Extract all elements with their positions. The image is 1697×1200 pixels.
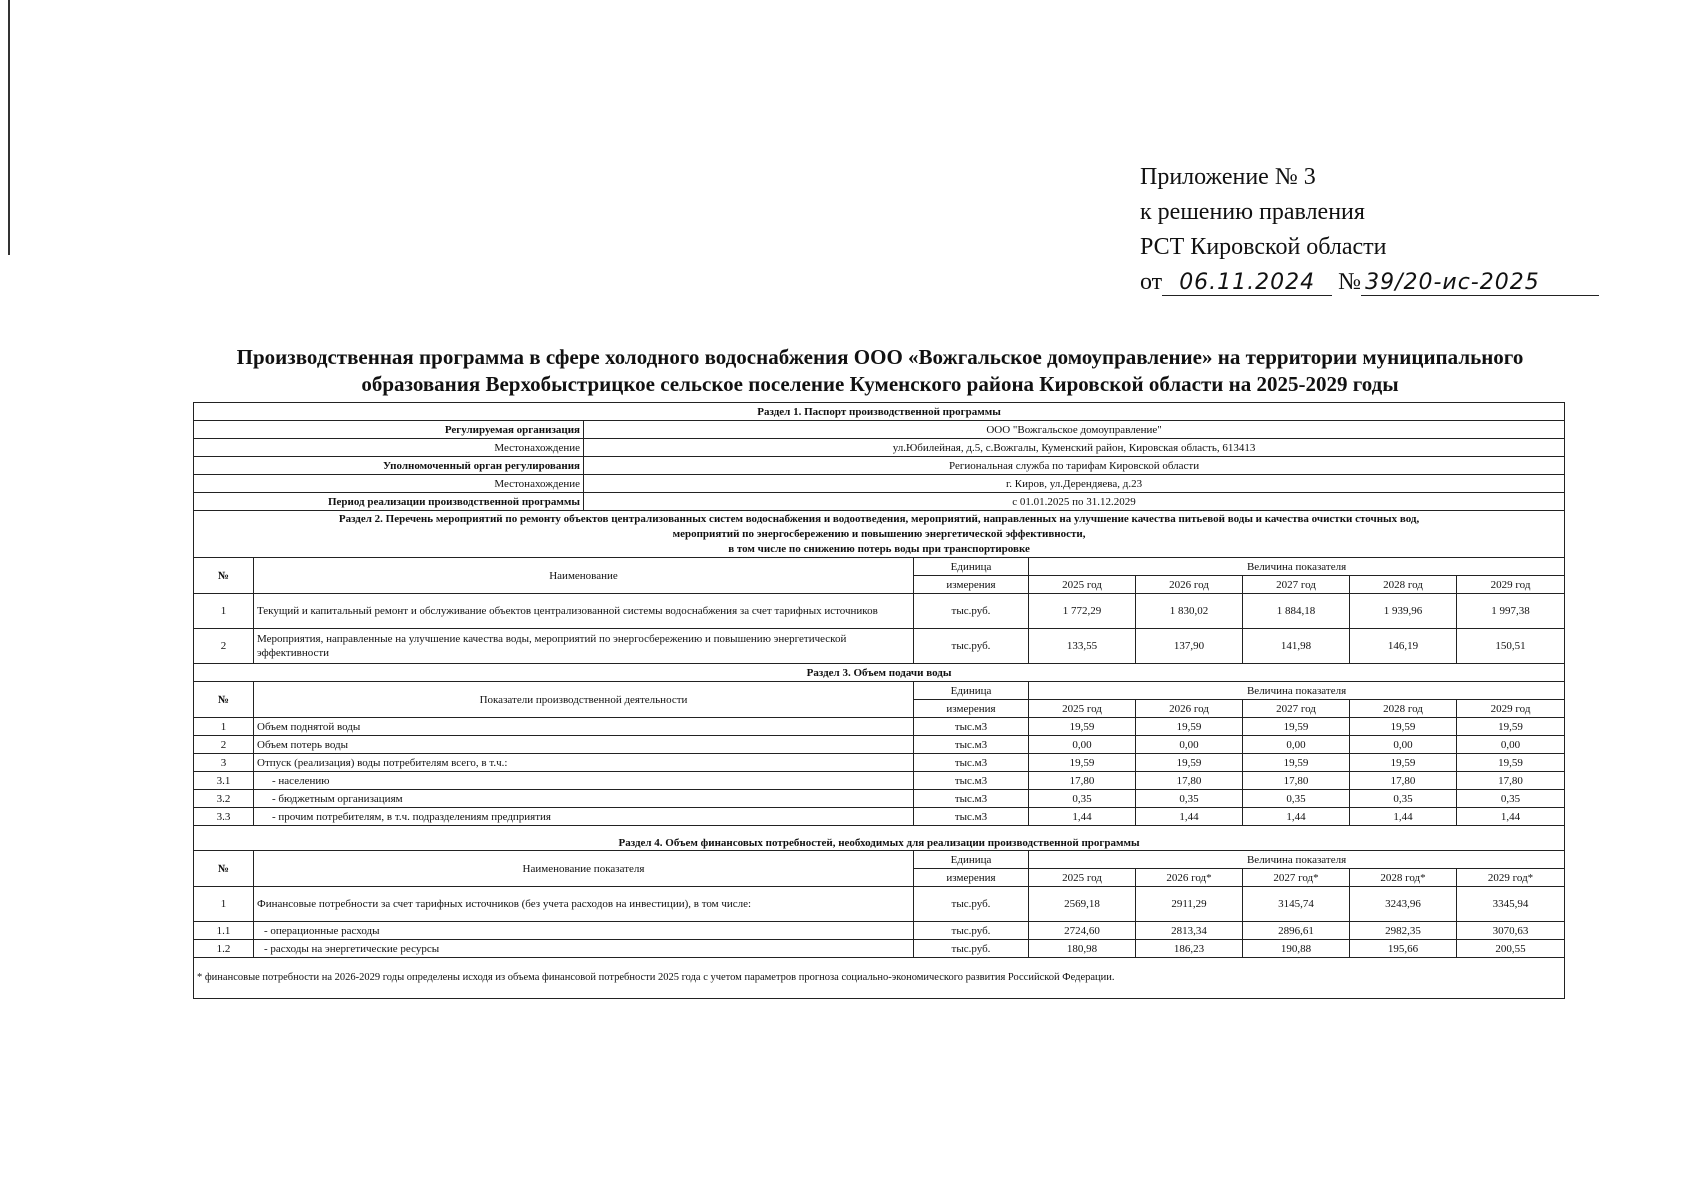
row-value: 1,44	[1457, 808, 1565, 826]
row-name: Текущий и капитальный ремонт и обслуживание объектов централизованной системы водоснабжения за счет тарифных источников	[254, 594, 914, 629]
row-value: 1,44	[1350, 808, 1457, 826]
row-value: 3070,63	[1457, 922, 1565, 940]
row-name: - бюджетным организациям	[254, 790, 914, 808]
row-name: Мероприятия, направленные на улучшение качества воды, мероприятий по энергосбережению и повышению энергетической эффективности	[254, 629, 914, 664]
passport-value: ООО "Вожгальское домоуправление"	[584, 421, 1565, 439]
row-value: 19,59	[1136, 754, 1243, 772]
row-value: 19,59	[1029, 754, 1136, 772]
row-value: 137,90	[1136, 629, 1243, 664]
row-value: 0,00	[1350, 736, 1457, 754]
row-value: 2569,18	[1029, 887, 1136, 922]
row-unit: тыс.м3	[914, 718, 1029, 736]
section-2-title	[194, 511, 1565, 558]
row-value: 0,00	[1457, 736, 1565, 754]
section-2-title-row	[194, 511, 1565, 558]
year-header: 2027 год	[1243, 576, 1350, 594]
column-header-value: Величина показателя	[1029, 682, 1565, 700]
column-header-unit: Единица	[914, 682, 1029, 700]
passport-row	[194, 493, 1565, 511]
column-header-number: №	[194, 558, 254, 594]
row-unit: тыс.руб.	[914, 629, 1029, 664]
row-value: 19,59	[1457, 754, 1565, 772]
section-2-title-line-3: в том числе по снижению потерь воды при транспортировке	[728, 542, 1030, 555]
row-value: 19,59	[1350, 718, 1457, 736]
section-2-header-row	[194, 558, 1565, 576]
row-value: 1,44	[1243, 808, 1350, 826]
row-value: 1 772,29	[1029, 594, 1136, 629]
row-value: 19,59	[1243, 754, 1350, 772]
row-value: 195,66	[1350, 940, 1457, 958]
passport-value: с 01.01.2025 по 31.12.2029	[584, 493, 1565, 511]
row-unit: тыс.руб.	[914, 940, 1029, 958]
table-row	[194, 629, 1565, 664]
passport-label: Регулируемая организация	[194, 421, 584, 439]
passport-label: Уполномоченный орган регулирования	[194, 457, 584, 475]
row-value: 200,55	[1457, 940, 1565, 958]
row-unit: тыс.руб.	[914, 922, 1029, 940]
row-number: 1.1	[194, 922, 254, 940]
appendix-number-sign: №	[1338, 269, 1362, 295]
row-value: 0,00	[1243, 736, 1350, 754]
row-value: 17,80	[1029, 772, 1136, 790]
row-unit: тыс.м3	[914, 754, 1029, 772]
year-header: 2027 год	[1243, 700, 1350, 718]
year-header: 2025 год	[1029, 700, 1136, 718]
handwritten-date: 06.11.2024	[1162, 271, 1332, 296]
row-value: 150,51	[1457, 629, 1565, 664]
table-row	[194, 940, 1565, 958]
row-value: 2911,29	[1136, 887, 1243, 922]
row-value: 17,80	[1136, 772, 1243, 790]
section-4-title-row	[194, 826, 1565, 851]
year-header: 2029 год*	[1457, 869, 1565, 887]
document-title-line-2: образования Верхобыстрицкое сельское поселение Куменского района Кировской области на 2025-2029 годы	[361, 372, 1399, 396]
table-row	[194, 736, 1565, 754]
row-value: 0,35	[1243, 790, 1350, 808]
year-header: 2029 год	[1457, 576, 1565, 594]
row-value: 19,59	[1243, 718, 1350, 736]
year-header: 2027 год*	[1243, 869, 1350, 887]
row-value: 0,00	[1136, 736, 1243, 754]
passport-row	[194, 457, 1565, 475]
row-value: 190,88	[1243, 940, 1350, 958]
row-name: - расходы на энергетические ресурсы	[254, 940, 914, 958]
row-value: 17,80	[1457, 772, 1565, 790]
passport-label: Период реализации производственной программы	[194, 493, 584, 511]
column-header-name: Наименование показателя	[254, 851, 914, 887]
row-name: - операционные расходы	[254, 922, 914, 940]
row-number: 2	[194, 629, 254, 664]
row-value: 19,59	[1136, 718, 1243, 736]
row-value: 2896,61	[1243, 922, 1350, 940]
row-value: 2724,60	[1029, 922, 1136, 940]
row-value: 0,35	[1029, 790, 1136, 808]
column-header-value: Величина показателя	[1029, 851, 1565, 869]
row-number: 1	[194, 718, 254, 736]
row-value: 0,00	[1029, 736, 1136, 754]
row-value: 0,35	[1457, 790, 1565, 808]
passport-value: Региональная служба по тарифам Кировской области	[584, 457, 1565, 475]
column-header-unit-2: измерения	[914, 700, 1029, 718]
row-name: Объем потерь воды	[254, 736, 914, 754]
row-unit: тыс.м3	[914, 790, 1029, 808]
row-value: 141,98	[1243, 629, 1350, 664]
appendix-decision: к решению правления	[1140, 199, 1365, 225]
row-name: Отпуск (реализация) воды потребителям всего, в т.ч.:	[254, 754, 914, 772]
row-value: 17,80	[1243, 772, 1350, 790]
row-number: 1	[194, 594, 254, 629]
table-row	[194, 718, 1565, 736]
passport-value: г. Киров, ул.Дерендяева, д.23	[584, 475, 1565, 493]
row-unit: тыс.м3	[914, 736, 1029, 754]
passport-row	[194, 475, 1565, 493]
row-number: 2	[194, 736, 254, 754]
section-4-header-row	[194, 851, 1565, 869]
row-value: 19,59	[1457, 718, 1565, 736]
handwritten-number: 39/20-ис-2025	[1361, 271, 1599, 296]
table-row	[194, 790, 1565, 808]
column-header-name: Наименование	[254, 558, 914, 594]
row-value: 133,55	[1029, 629, 1136, 664]
appendix-title: Приложение № 3	[1140, 164, 1316, 190]
year-header: 2025 год	[1029, 576, 1136, 594]
year-header: 2028 год	[1350, 700, 1457, 718]
row-value: 1,44	[1136, 808, 1243, 826]
row-number: 1.2	[194, 940, 254, 958]
column-header-unit-2: измерения	[914, 576, 1029, 594]
row-unit: тыс.м3	[914, 808, 1029, 826]
table-row	[194, 754, 1565, 772]
document-title	[180, 344, 1580, 398]
footnote: * финансовые потребности на 2026-2029 годы определены исходя из объема финансовой потребности 2025 года с учетом параметров прогноза социально-экономического развития Российской Федерации.	[194, 958, 1565, 999]
appendix-from-prefix: от	[1140, 269, 1163, 295]
year-header: 2025 год	[1029, 869, 1136, 887]
row-number: 3.2	[194, 790, 254, 808]
column-header-value: Величина показателя	[1029, 558, 1565, 576]
appendix-block	[1140, 160, 1599, 300]
row-unit: тыс.руб.	[914, 887, 1029, 922]
row-value: 3145,74	[1243, 887, 1350, 922]
year-header: 2026 год*	[1136, 869, 1243, 887]
column-header-name: Показатели производственной деятельности	[254, 682, 914, 718]
passport-label: Местонахождение	[194, 475, 584, 493]
passport-row	[194, 439, 1565, 457]
passport-row	[194, 421, 1565, 439]
section-2-title-line-2: мероприятий по энергосбережению и повышению энергетической эффективности,	[672, 527, 1086, 540]
row-value: 17,80	[1350, 772, 1457, 790]
row-value: 3345,94	[1457, 887, 1565, 922]
row-value: 2813,34	[1136, 922, 1243, 940]
row-value: 0,35	[1350, 790, 1457, 808]
row-name: Объем поднятой воды	[254, 718, 914, 736]
table-row	[194, 772, 1565, 790]
passport-label: Местонахождение	[194, 439, 584, 457]
year-header: 2028 год*	[1350, 869, 1457, 887]
section-3-header-row	[194, 682, 1565, 700]
section-2-title-line-1: Раздел 2. Перечень мероприятий по ремонту объектов централизованных систем водоснабжения и водоотведения, мероприятий, направленных на улучшение качества питьевой воды и качества очистки сточных вод,	[338, 512, 1420, 525]
row-value: 0,35	[1136, 790, 1243, 808]
row-name: Финансовые потребности за счет тарифных источников (без учета расходов на инвестиции), в том числе:	[254, 887, 914, 922]
binding-margin-line	[8, 0, 10, 255]
row-value: 2982,35	[1350, 922, 1457, 940]
row-unit: тыс.руб.	[914, 594, 1029, 629]
row-value: 3243,96	[1350, 887, 1457, 922]
column-header-unit: Единица	[914, 851, 1029, 869]
column-header-number: №	[194, 851, 254, 887]
row-value: 1 939,96	[1350, 594, 1457, 629]
year-header: 2026 год	[1136, 700, 1243, 718]
year-header: 2026 год	[1136, 576, 1243, 594]
row-number: 3	[194, 754, 254, 772]
row-value: 180,98	[1029, 940, 1136, 958]
footnote-row	[194, 958, 1565, 999]
row-value: 1 830,02	[1136, 594, 1243, 629]
row-value: 1,44	[1029, 808, 1136, 826]
section-1-title: Раздел 1. Паспорт производственной программы	[194, 403, 1565, 421]
year-header: 2028 год	[1350, 576, 1457, 594]
year-header: 2029 год	[1457, 700, 1565, 718]
row-unit: тыс.м3	[914, 772, 1029, 790]
section-1-title-row	[194, 403, 1565, 421]
row-number: 3.3	[194, 808, 254, 826]
row-value: 1 884,18	[1243, 594, 1350, 629]
row-number: 1	[194, 887, 254, 922]
row-name: - населению	[254, 772, 914, 790]
row-value: 1 997,38	[1457, 594, 1565, 629]
section-4-title: Раздел 4. Объем финансовых потребностей, необходимых для реализации производственной программы	[194, 826, 1565, 851]
passport-value: ул.Юбилейная, д.5, с.Вожгалы, Куменский район, Кировская область, 613413	[584, 439, 1565, 457]
section-3-title: Раздел 3. Объем подачи воды	[194, 664, 1565, 682]
row-value: 186,23	[1136, 940, 1243, 958]
table-row	[194, 808, 1565, 826]
appendix-date-number	[1140, 265, 1599, 300]
production-program-table	[193, 402, 1565, 999]
table-row	[194, 594, 1565, 629]
row-name: - прочим потребителям, в т.ч. подразделениям предприятия	[254, 808, 914, 826]
row-value: 146,19	[1350, 629, 1457, 664]
document-title-line-1: Производственная программа в сфере холодного водоснабжения ООО «Вожгальское домоуправление» на территории муниципального	[236, 345, 1524, 369]
table-row	[194, 922, 1565, 940]
table-row	[194, 887, 1565, 922]
row-number: 3.1	[194, 772, 254, 790]
row-value: 19,59	[1029, 718, 1136, 736]
appendix-authority: РСТ Кировской области	[1140, 234, 1387, 260]
column-header-unit: Единица	[914, 558, 1029, 576]
row-value: 19,59	[1350, 754, 1457, 772]
section-3-title-row	[194, 664, 1565, 682]
column-header-number: №	[194, 682, 254, 718]
column-header-unit-2: измерения	[914, 869, 1029, 887]
